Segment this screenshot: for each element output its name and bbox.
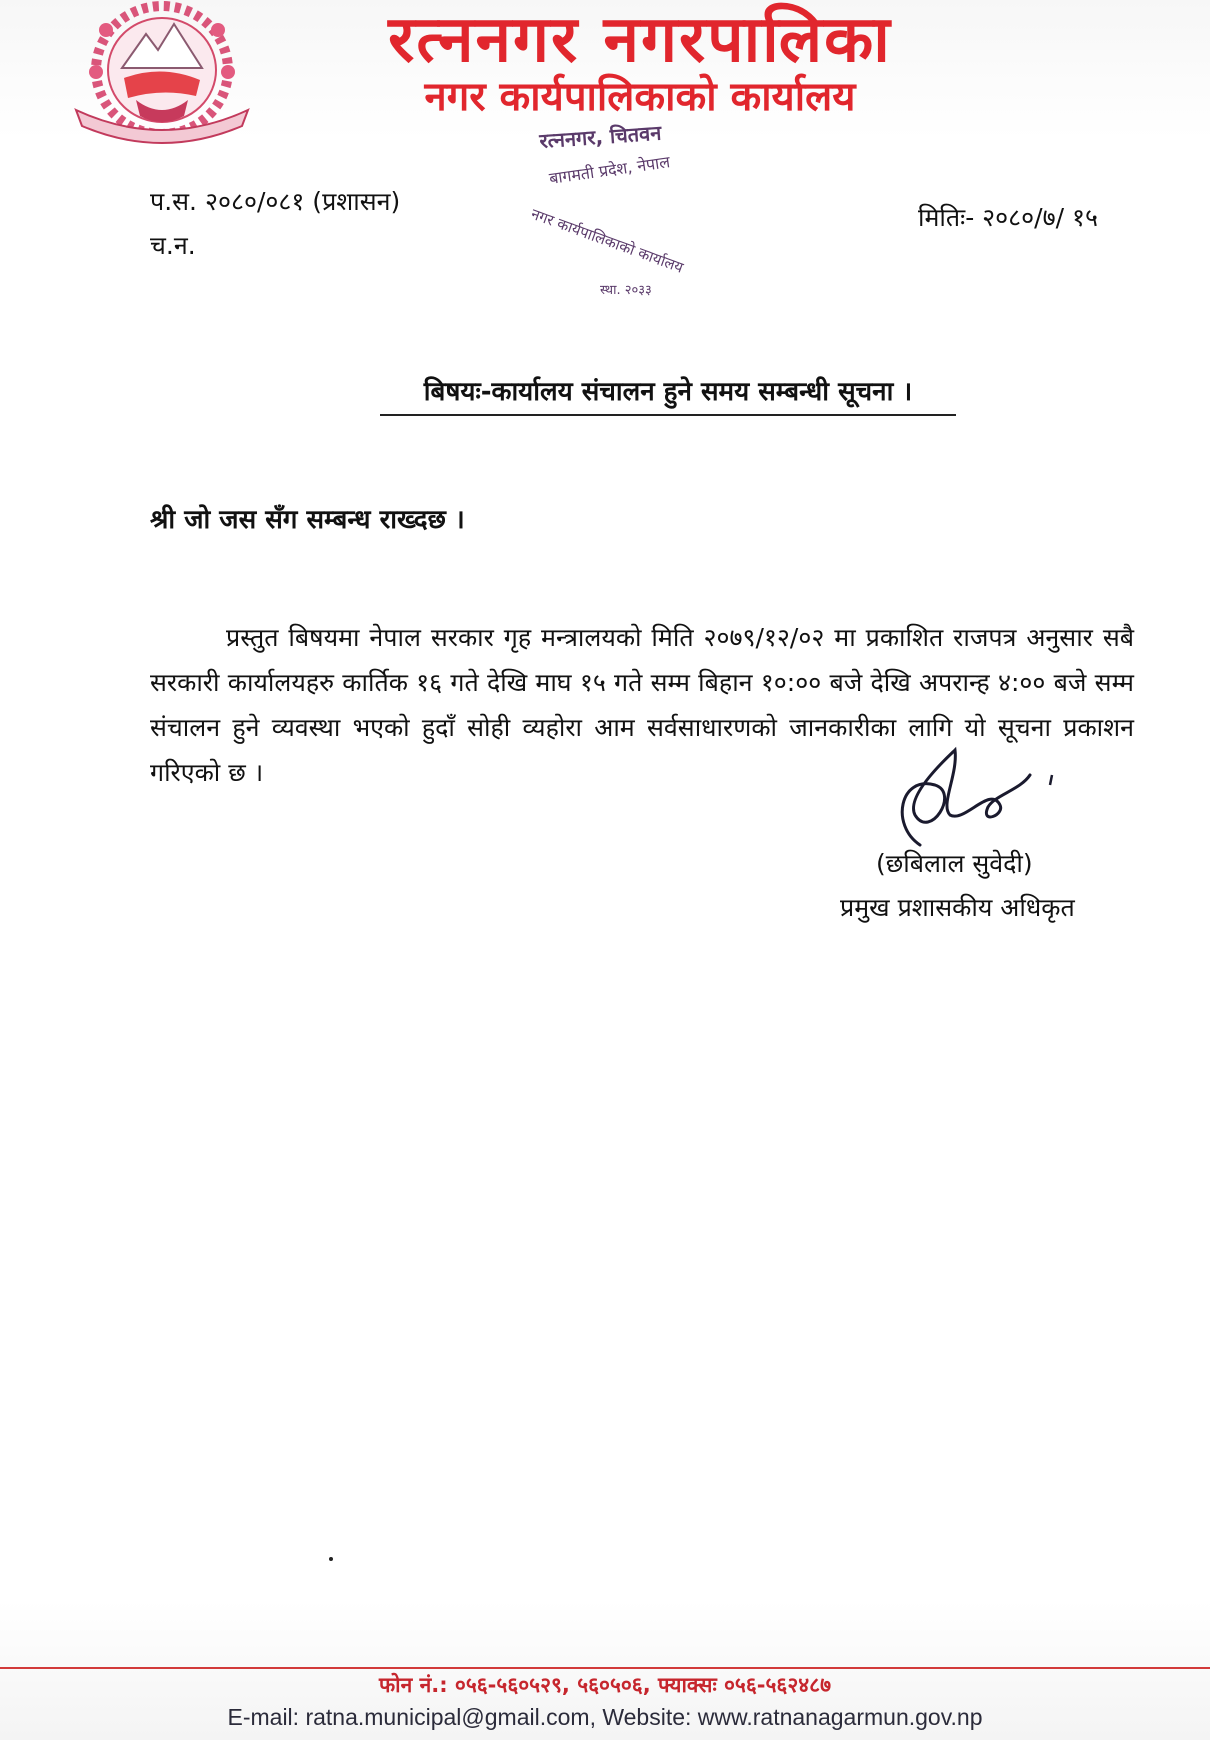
footer-contact: E-mail: ratna.municipal@gmail.com, Website: www.ratnanagarmun.gov.np — [227, 1704, 983, 1730]
stamp-line-2: बागमती प्रदेश, नेपाल — [547, 152, 672, 188]
subject-line: बिषयः-कार्यालय संचालन हुने समय सम्बन्धी सूचना । — [380, 372, 956, 416]
footer-divider — [0, 1667, 1210, 1669]
org-name: रत्ननगर नगरपालिका — [388, 3, 892, 77]
body-paragraph: प्रस्तुत बिषयमा नेपाल सरकार गृह मन्त्रालयको मिति २०७९/१२/०२ मा प्रकाशित राजपत्र अनुसार सबै सरकारी कार्यालयहरु कार्तिक १६ गते देखि माघ १५ गते सम्म बिहान १०:०० बजे देखि अपरान्ह ४:०० बजे सम्म संचालन हुने व्यवस्था भएको हुदाँ सोही व्यहोरा आम सर्वसाधारणको जानकारीका लागि यो सूचना प्रकाशन गरिएको छ । — [150, 623, 1134, 787]
government-emblem-icon — [66, 0, 258, 160]
signatory-name: (छबिलाल सुवेदी) — [876, 849, 1033, 878]
signature — [880, 745, 1060, 855]
office-name: नगर कार्यपालिकाको कार्यालय — [424, 74, 856, 120]
stamp-line-3: नगर कार्यपालिकाको कार्यालय — [528, 204, 686, 277]
stamp-line-4: स्था. २०३३ — [600, 283, 652, 298]
office-stamp — [520, 108, 750, 308]
stamp-line-1: रत्ननगर, चितवन — [538, 120, 663, 153]
salutation: श्री जो जस सँग सम्बन्ध राख्दछ । — [150, 505, 465, 535]
reference-number: प.स. २०८०/०८१ (प्रशासन) — [150, 187, 401, 216]
signatory-title: प्रमुख प्रशासकीय अधिकृत — [840, 893, 1075, 922]
stray-dot — [329, 1557, 333, 1561]
letter-date: मितिः- २०८०/७/ १५ — [918, 203, 1098, 232]
footer-phone: फोन नं.: ०५६-५६०५२९, ५६०५०६, फ्याक्सः ०५६-५६२४८७ — [378, 1673, 831, 1697]
dispatch-number: च.न. — [150, 231, 196, 260]
